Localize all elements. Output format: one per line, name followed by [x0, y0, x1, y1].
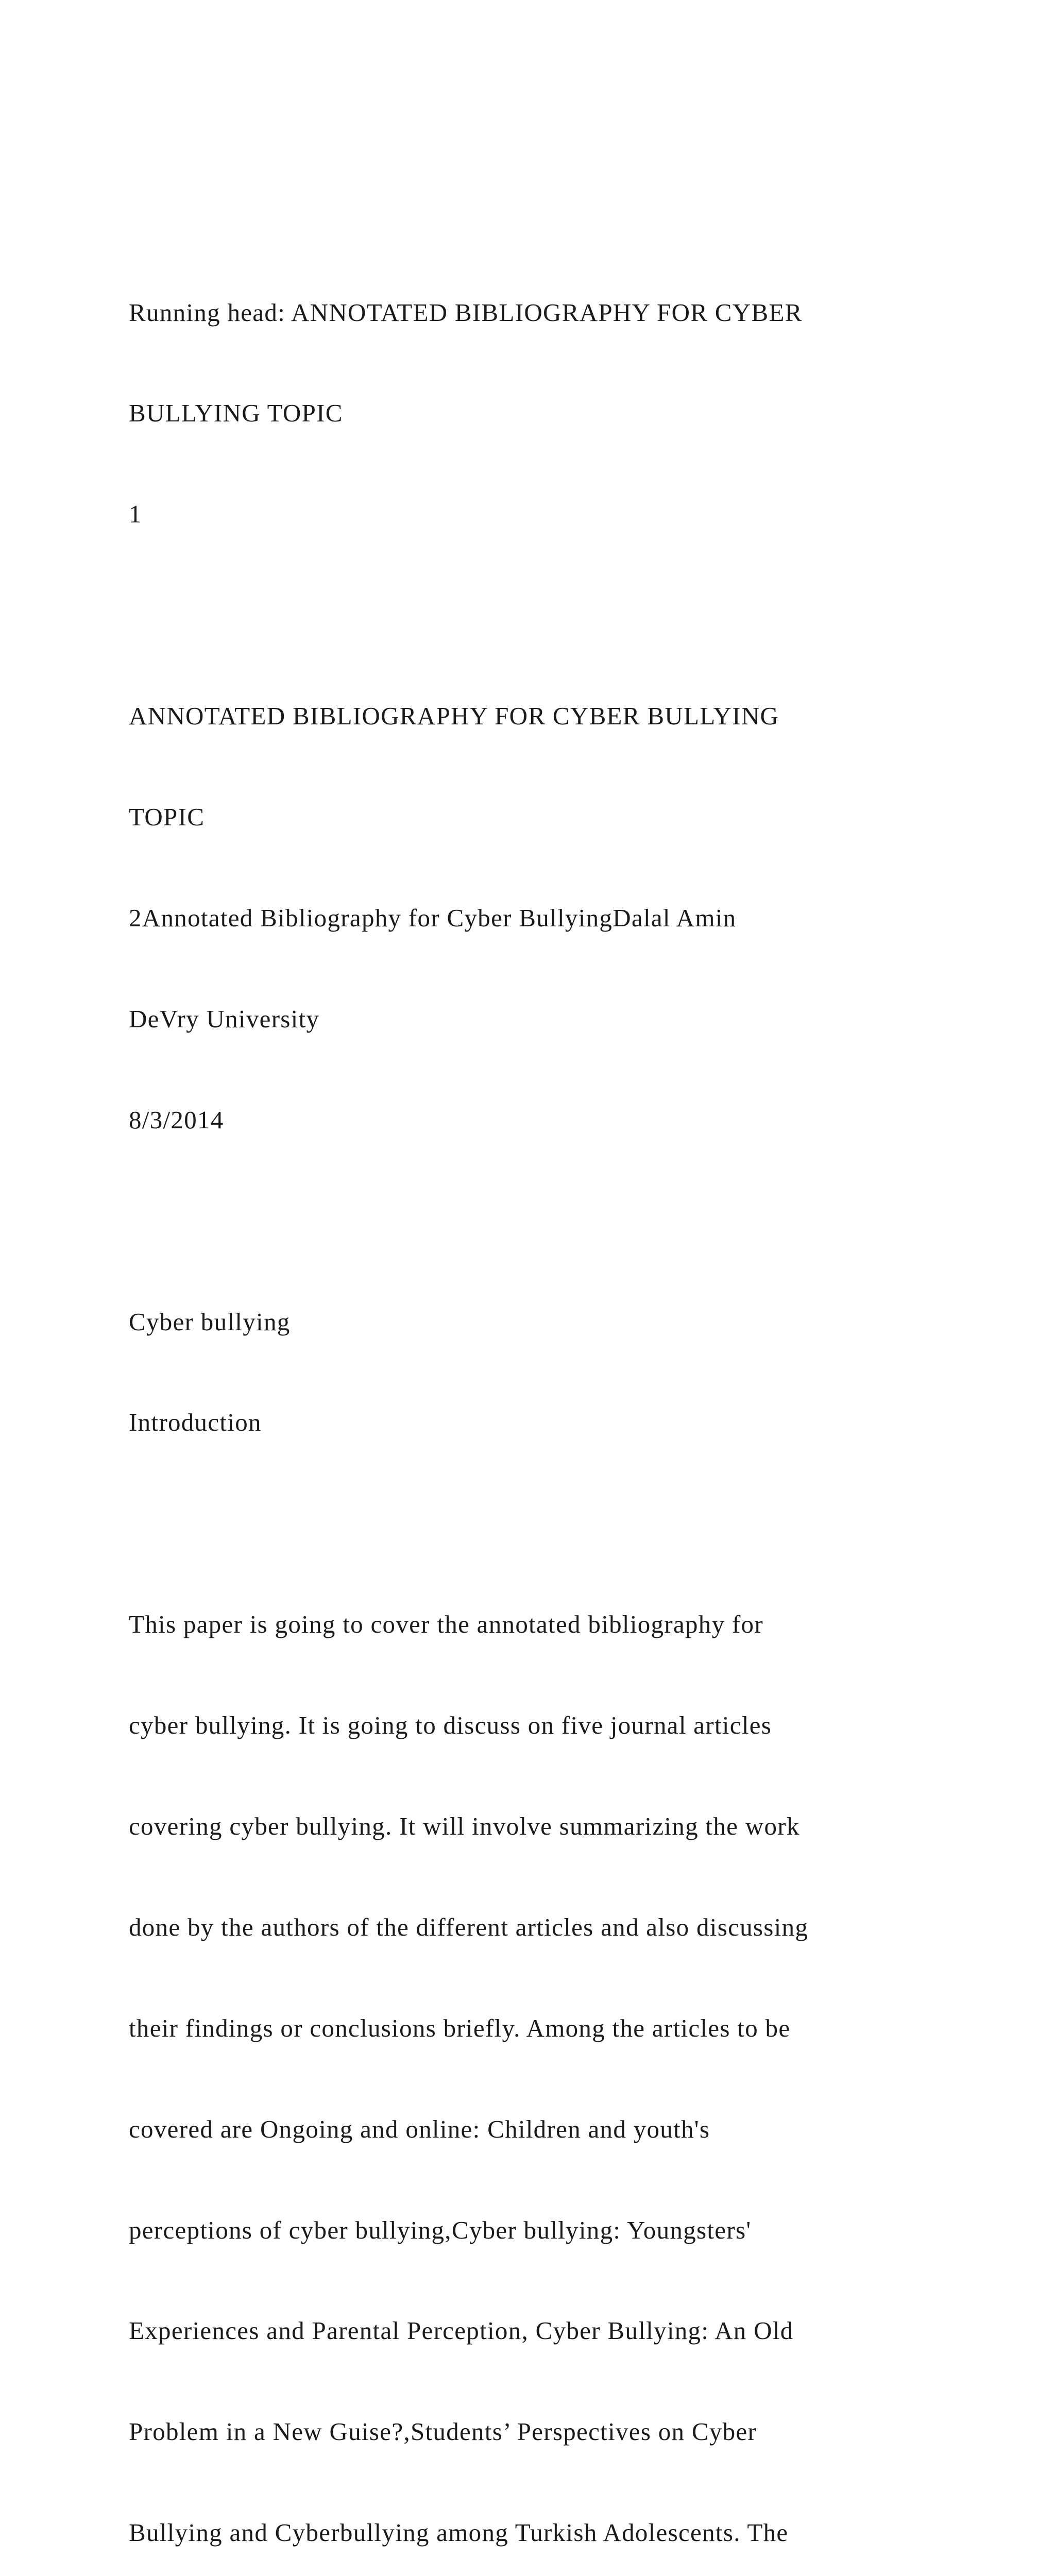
intro-paragraph-line: Bullying and Cyberbullying among Turkish Adolescents. The: [129, 2518, 789, 2547]
section-heading: Cyber bullying: [129, 1307, 291, 1336]
blank-line: [129, 1506, 974, 1540]
title-author-line: 2Annotated Bibliography for Cyber BullyingDalal Amin: [129, 903, 737, 932]
blank-line: [129, 1204, 974, 1238]
intro-paragraph-line: their findings or conclusions briefly. Among the articles to be: [129, 2013, 791, 2042]
institution-line: DeVry University: [129, 1004, 320, 1033]
date-line: 8/3/2014: [129, 1105, 224, 1134]
running-head-line: Running head: ANNOTATED BIBLIOGRAPHY FOR CYBER: [129, 298, 803, 327]
intro-paragraph-line: cyber bullying. It is going to discuss on five journal articles: [129, 1711, 772, 1740]
intro-paragraph-line: perceptions of cyber bullying,Cyber bullying: Youngsters': [129, 2215, 752, 2244]
title-line: ANNOTATED BIBLIOGRAPHY FOR CYBER BULLYING: [129, 702, 779, 731]
intro-paragraph-line: Experiences and Parental Perception, Cyber Bullying: An Old: [129, 2316, 794, 2345]
intro-paragraph-line: This paper is going to cover the annotated bibliography for: [129, 1610, 763, 1639]
running-head-line: BULLYING TOPIC: [129, 399, 343, 428]
document-text: [129, 228, 974, 2576]
section-heading: Introduction: [129, 1408, 262, 1437]
intro-paragraph-line: done by the authors of the different articles and also discussing: [129, 1912, 809, 1941]
intro-paragraph-line: covering cyber bullying. It will involve summarizing the work: [129, 1811, 800, 1840]
title-line: TOPIC: [129, 803, 205, 832]
blank-line: [129, 598, 974, 632]
page-number: 1: [129, 500, 142, 529]
intro-paragraph-line: Problem in a New Guise?,Students’ Perspectives on Cyber: [129, 2417, 757, 2446]
intro-paragraph-line: covered are Ongoing and online: Children and youth's: [129, 2114, 710, 2143]
